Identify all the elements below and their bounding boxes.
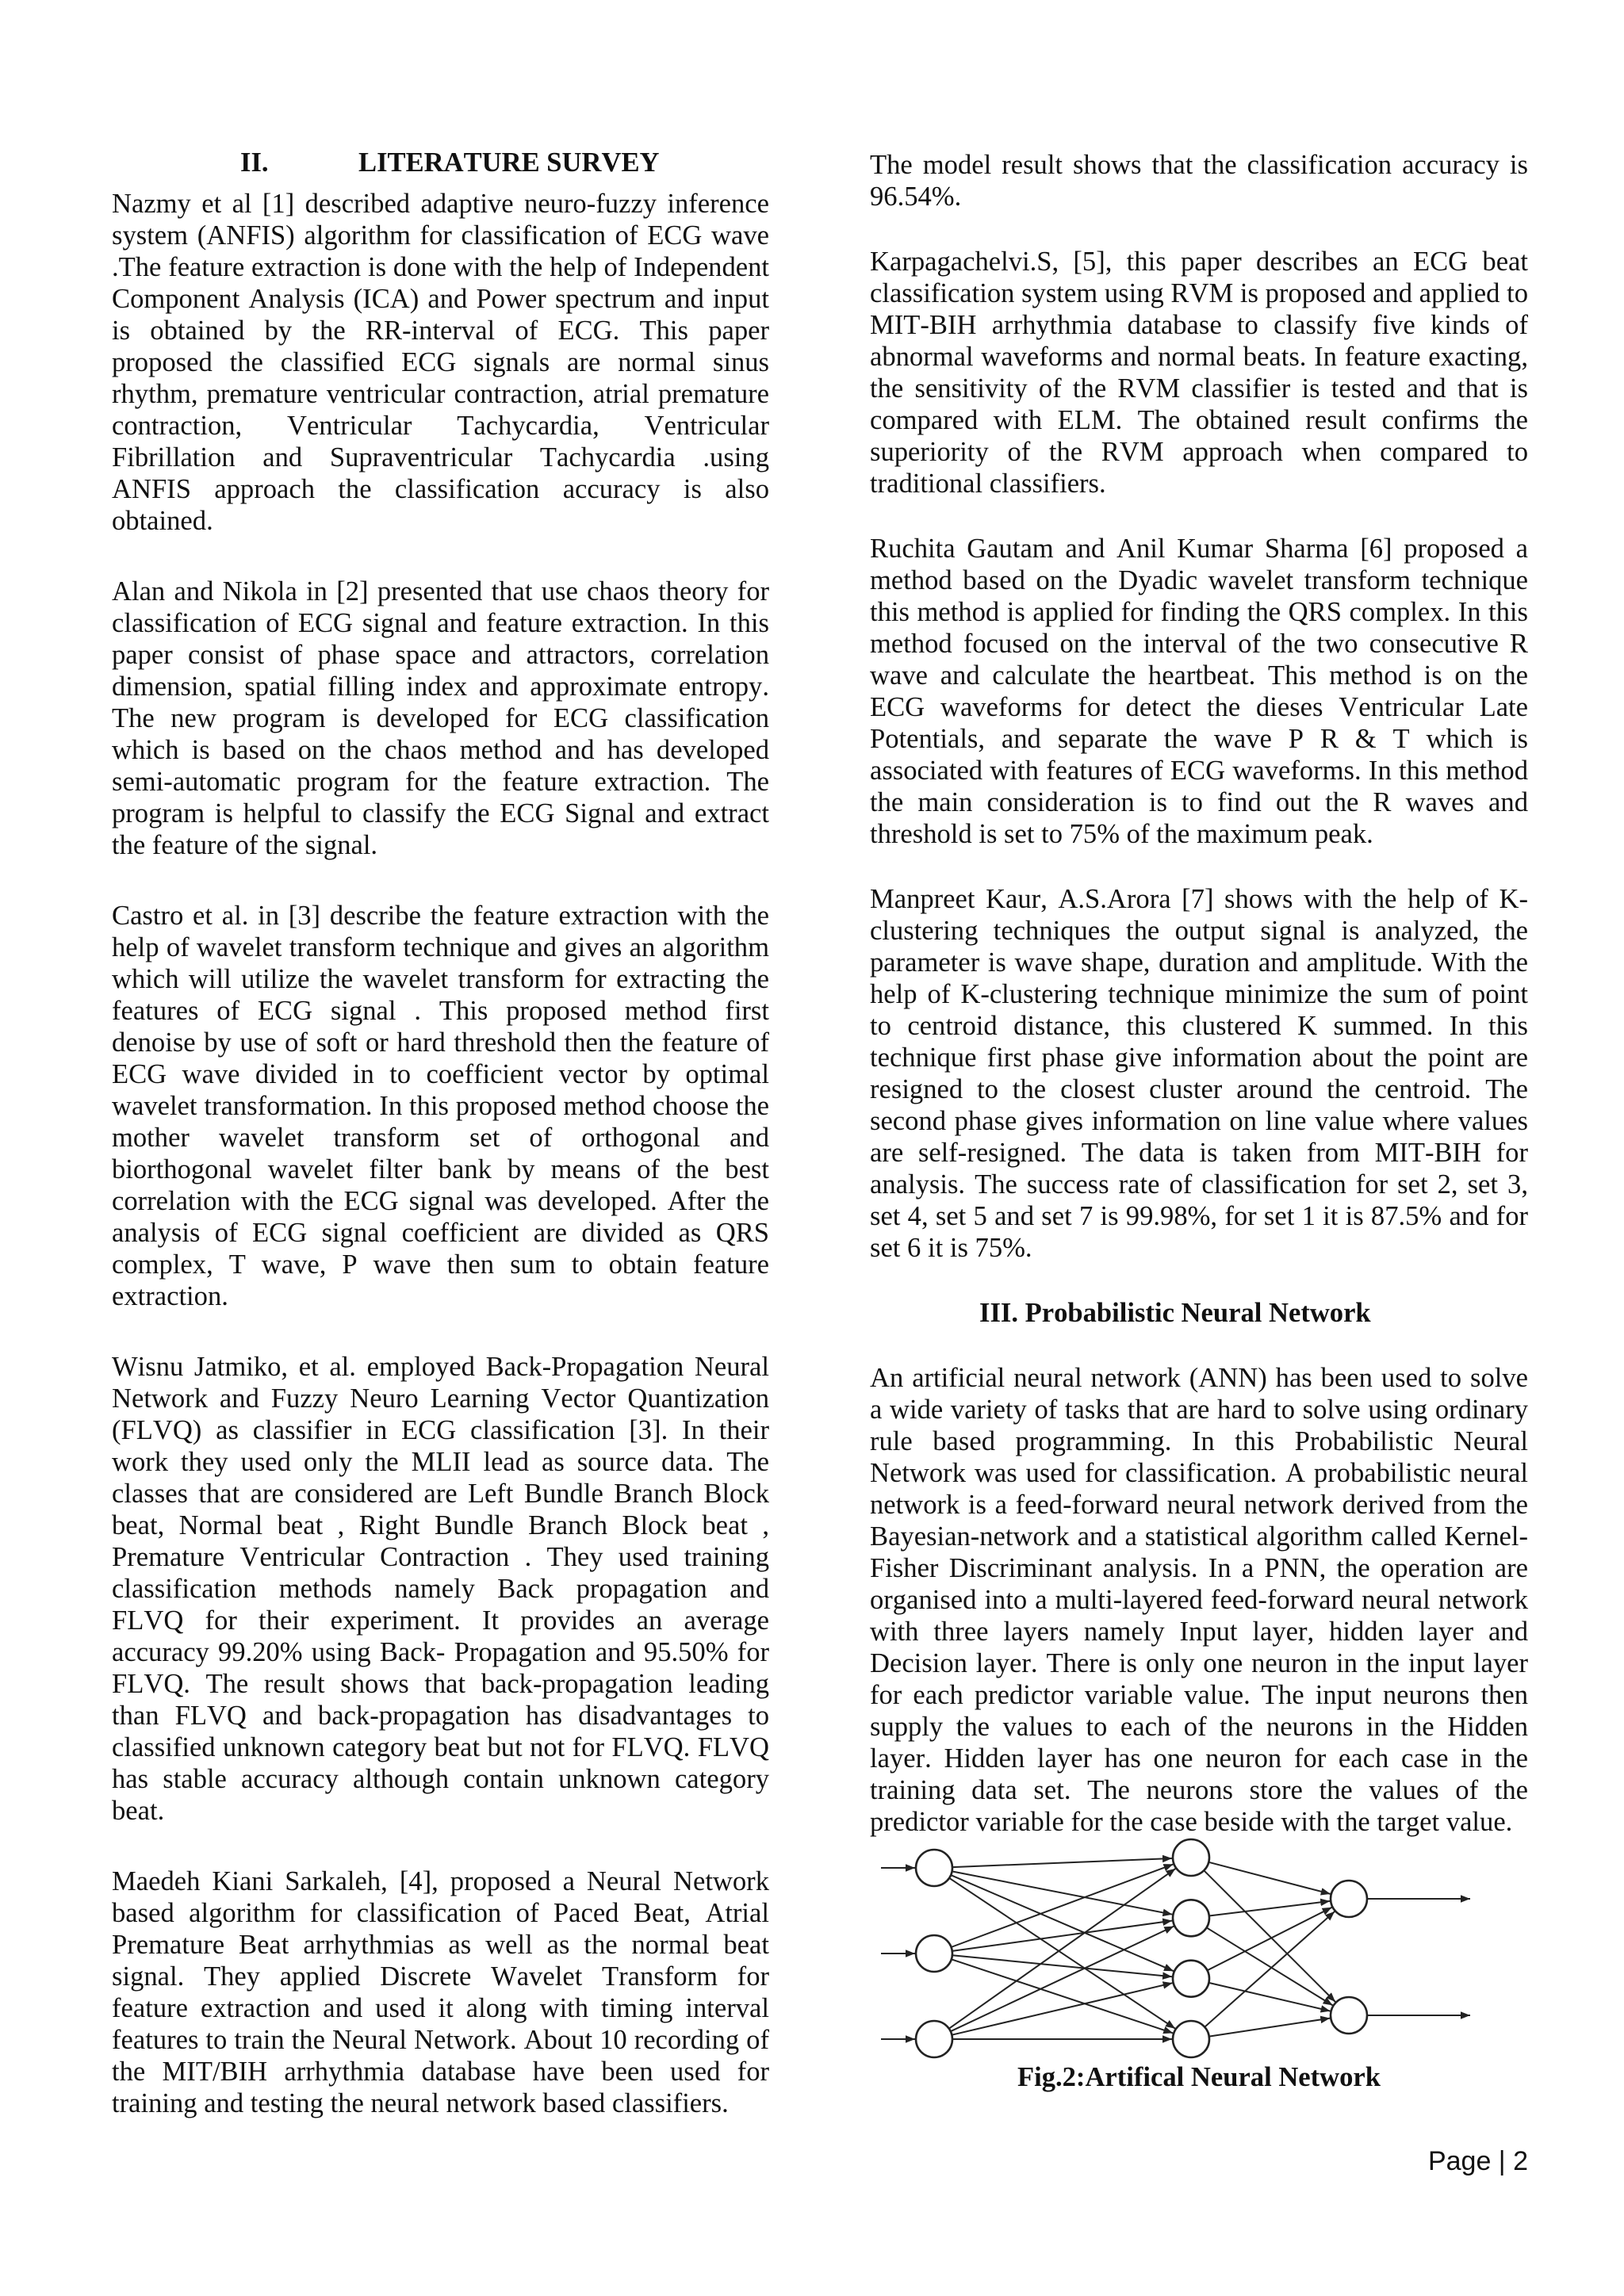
figure-ann <box>870 1838 1528 2093</box>
paragraph-model-result: The model result shows that the classification accuracy is 96.54%. <box>870 150 1528 212</box>
hidden-node-2 <box>1173 1900 1209 1936</box>
edge-input1-hidden3 <box>951 1875 1174 1971</box>
edge-input1-hidden1 <box>952 1858 1172 1867</box>
edge-hidden1-output1 <box>1208 1862 1331 1894</box>
ann-neurons <box>916 1839 1367 2057</box>
section-number: II. <box>240 147 269 178</box>
paragraph-wisnu-jatmiko: Wisnu Jatmiko, et al. employed Back-Propagation Neural Network and Fuzzy Neuro Learning Vector Quantization (FLVQ) as classifier in ECG classification [3]. In their work they used only the MLII lead as source data. The classes that are considered are Left Bundle Branch Block beat, Normal beat , Right Bundle Branch Block beat , Premature Ventricular Contraction . They used training classification methods namely Back propagation and FLVQ for their experiment. It provides an average accuracy 99.20% using Back- Propagation and 95.50% for FLVQ. The result shows that back-propagation leading than FLVQ and back-propagation has disadvantages to classified unknown category beat but not for FLVQ. FLVQ has stable accuracy although contain unknown category beat. <box>112 1352 769 1826</box>
section-heading-pnn: III. Probabilistic Neural Network <box>979 1298 1371 1328</box>
hidden-node-3 <box>1173 1961 1209 1997</box>
edge-input2-hidden4 <box>952 1959 1173 2033</box>
paragraph-gautam-sharma: Ruchita Gautam and Anil Kumar Sharma [6] proposed a method based on the Dyadic wavelet transform technique this method is applied for finding the QRS complex. In this method focused on the interval of the two consecutive R wave and calculate the heartbeat. This method is on the ECG waveforms for detect the dieses Ventricular Late Potentials, and separate the wave P R & T which is associated with features of ECG waveforms. In this method the main consideration is to find out the R waves and threshold is set to 75% of the maximum peak. <box>870 534 1528 849</box>
section-title: LITERATURE SURVEY <box>358 147 660 178</box>
input-node-1 <box>916 1850 952 1886</box>
edge-input2-hidden2 <box>952 1921 1172 1951</box>
output-node-2 <box>1331 1997 1367 2034</box>
edge-input1-hidden4 <box>949 1878 1175 2029</box>
left-column <box>112 147 769 2119</box>
edge-input1-hidden2 <box>952 1871 1173 1914</box>
output-node-1 <box>1331 1881 1367 1917</box>
figure-caption: Fig.2:Artifical Neural Network <box>1017 2062 1381 2092</box>
input-node-2 <box>916 1935 952 1972</box>
edge-input3-hidden2 <box>951 1927 1174 2032</box>
edge-input2-hidden3 <box>952 1955 1172 1976</box>
paragraph-pnn: An artificial neural network (ANN) has been used to solve a wide variety of tasks that are hard to solve using ordinary rule based programming. In this Probabilistic Neural Network was used for classification. A probabilistic neural network is a feed-forward neural network derived from the Bayesian-network and a statistical algorithm called Kernel-Fisher Discriminant analysis. In a PNN, the operation are organised into a multi-layered feed-forward neural network with three layers namely Input layer, hidden layer and Decision layer. There is only one neuron in the input layer for each predictor variable value. The input neurons then supply the values to each of the neurons in the Hidden layer. Hidden layer has one neuron for each case in the training data set. The neurons store the values of the predictor variable for the case beside with the target value. <box>870 1363 1528 1837</box>
edge-hidden4-output1 <box>1205 1911 1335 2027</box>
paragraph-castro: Castro et al. in [3] describe the feature extraction with the help of wavelet transform technique and gives an algorithm which will utilize the wavelet transform for extracting the features of ECG signal . This proposed method first denoise by use of soft or hard threshold then the feature of ECG wave divided in to coefficient vector by optimal wavelet transformation. In this proposed method choose the mother wavelet transform set of orthogonal and biorthogonal wavelet filter bank by means of the best correlation with the ECG signal was developed. After the analysis of ECG signal coefficient are divided as QRS complex, T wave, P wave then sum to obtain feature extraction. <box>112 901 769 1311</box>
right-column <box>870 149 1528 2093</box>
paragraph-alan-nikola: Alan and Nikola in [2] presented that use chaos theory for classification of ECG signal and feature extraction. In this paper consist of phase space and attractors, correlation dimension, spatial filling index and approximate entropy. The new program is developed for ECG classification which is based on the chaos method and has developed semi-automatic program for the feature extraction. The program is helpful to classify the ECG Signal and extract the feature of the signal. <box>112 576 769 860</box>
edge-hidden2-output1 <box>1209 1901 1330 1916</box>
ann-connections <box>881 1858 1470 2039</box>
section-heading-literature-survey <box>112 147 769 178</box>
ann-diagram <box>870 1838 1528 2061</box>
edge-hidden4-output2 <box>1209 2019 1331 2037</box>
hidden-node-4 <box>1173 2021 1209 2057</box>
edge-input2-hidden1 <box>952 1864 1174 1947</box>
paragraph-nazmy: Nazmy et al [1] described adaptive neuro-fuzzy inference system (ANFIS) algorithm for classification of ECG wave .The feature extraction is done with the help of Independent Component Analysis (ICA) and Power spectrum and input is obtained by the RR-interval of ECG. This paper proposed the classified ECG signals are normal sinus rhythm, premature ventricular contraction, atrial premature contraction, Ventricular Tachycardia, Ventricular Fibrillation and Supraventricular Tachycardia .using ANFIS approach the classification accuracy is also obtained. <box>112 189 769 536</box>
input-node-3 <box>916 2021 952 2057</box>
edge-input3-hidden3 <box>952 1983 1172 2035</box>
paragraph-sarkaleh: Maedeh Kiani Sarkaleh, [4], proposed a Neural Network based algorithm for classification of Paced Beat, Atrial Premature Beat arrhythmias as well as the normal beat signal. They applied Discrete Wavelet Transform for feature extraction and used it along with timing interval features to train the Neural Network. About 10 recording of the MIT/BIH arrhythmia database have been used for training and testing the neural network based classifiers. <box>112 1866 769 2118</box>
paragraph-kaur-arora: Manpreet Kaur, A.S.Arora [7] shows with the help of K-clustering techniques the output signal is analyzed, the parameter is wave shape, duration and amplitude. With the help of K-clustering technique minimize the sum of point to centroid distance, this clustered K summed. In this technique first phase give information about the point are resigned to the closest cluster around the centroid. The second phase gives information on line value where values are self-resigned. The data is taken from MIT-BIH for analysis. The success rate of classification for set 2, set 3, set 4, set 5 and set 7 is 99.98%, for set 1 it is 87.5% and for set 6 it is 75%. <box>870 884 1528 1263</box>
paragraph-karpagachelvi: Karpagachelvi.S, [5], this paper describes an ECG beat classification system using RVM is proposed and applied to MIT-BIH arrhythmia database to classify five kinds of abnormal waveforms and normal beats. In feature exacting, the sensitivity of the RVM classifier is tested and that is compared with ELM. The obtained result confirms the superiority of the RVM approach when compared to traditional classifiers. <box>870 247 1528 499</box>
hidden-node-1 <box>1173 1839 1209 1876</box>
page-number: Page | 2 <box>1427 2146 1528 2176</box>
